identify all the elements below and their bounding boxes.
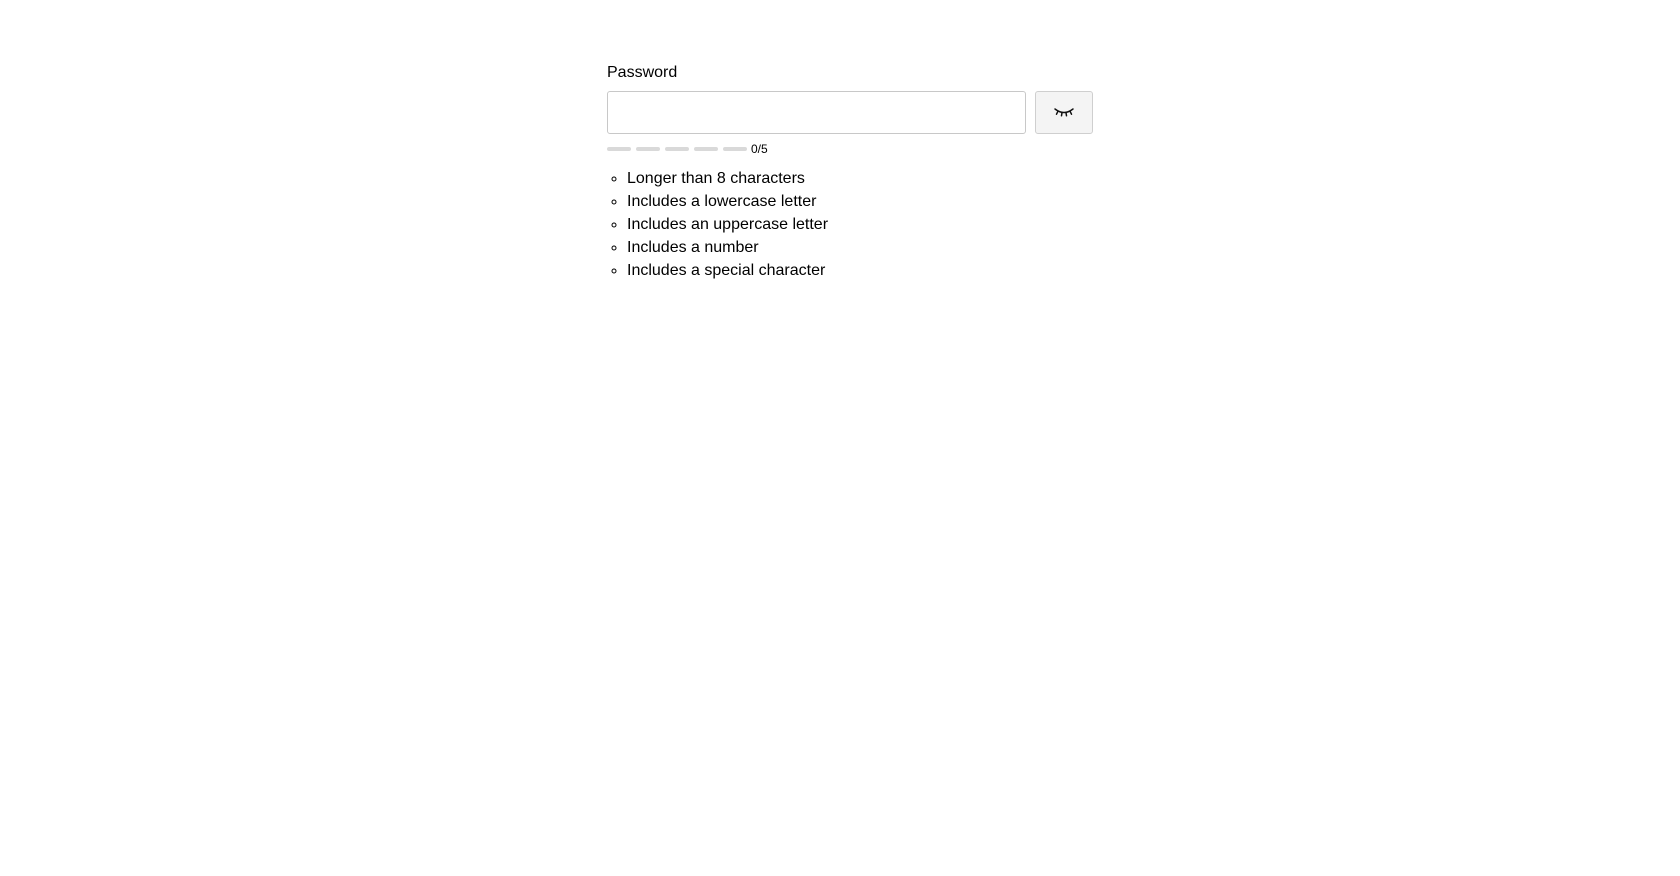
toggle-password-visibility-button[interactable]: [1035, 91, 1093, 134]
password-strength-meter: [607, 141, 1093, 157]
strength-segment: [694, 147, 718, 151]
requirement-item: ◦ Includes an uppercase letter: [627, 213, 1093, 236]
strength-segment: [636, 147, 660, 151]
strength-count: 0/5: [751, 142, 768, 156]
password-label: Password: [607, 64, 678, 81]
requirement-item: ◦ Includes a special character: [627, 259, 1093, 282]
password-requirements-list: [607, 167, 1093, 282]
password-input[interactable]: [607, 91, 1026, 134]
password-row: [607, 90, 1093, 134]
strength-segment: [665, 147, 689, 151]
strength-segment: [723, 147, 747, 151]
eye-closed-icon: [1053, 106, 1075, 118]
requirement-item: ◦ Includes a number: [627, 236, 1093, 259]
strength-segment: [607, 147, 631, 151]
requirement-item: ◦ Longer than 8 characters: [627, 167, 1093, 190]
password-form: [607, 62, 1093, 282]
requirement-item: ◦ Includes a lowercase letter: [627, 190, 1093, 213]
